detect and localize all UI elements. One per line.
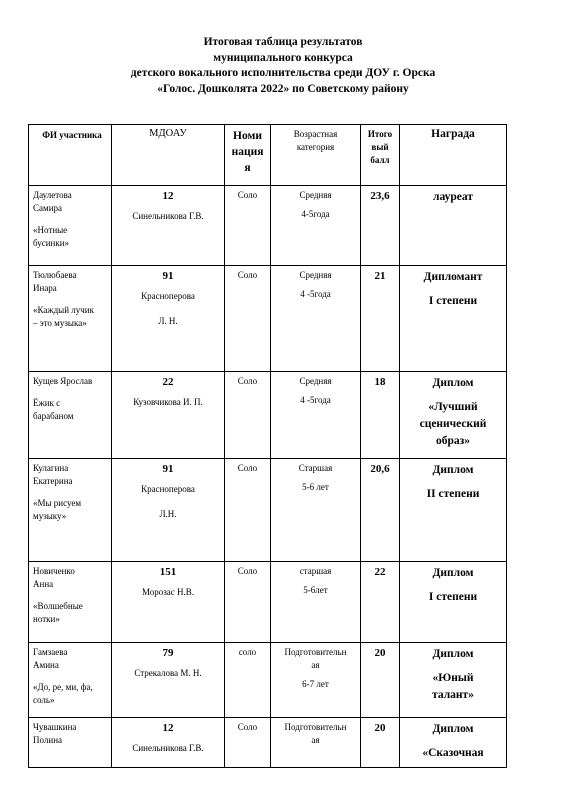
header-nomination-line-3: я — [244, 162, 251, 174]
age-cell — [271, 372, 361, 459]
participant-name-2: Анна — [33, 579, 54, 589]
participant-name: Чувашкина — [33, 722, 77, 732]
participant-cell — [29, 562, 112, 643]
age-category: Средняя — [299, 376, 332, 386]
song-title-2: – это музыка» — [33, 318, 87, 328]
age-range: 4 -5года — [300, 289, 331, 299]
age-range: 4-5года — [301, 209, 330, 219]
participant-cell — [29, 372, 112, 459]
song-title: «Волшебные — [33, 601, 83, 611]
award-cell — [400, 266, 507, 372]
participant-name-2: Екатерина — [33, 476, 73, 486]
award-line-2: «Сказочная — [422, 747, 484, 759]
nomination-value: Соло — [237, 376, 258, 386]
award-title: Диплом — [432, 567, 474, 579]
award-line-2: II степени — [426, 488, 480, 500]
school-cell — [112, 643, 225, 718]
header-nomination-line-1: Номи — [233, 130, 262, 142]
nomination-value: соло — [238, 647, 257, 657]
score-value: 21 — [374, 270, 386, 282]
participant-name: Кущев Ярослав — [33, 376, 93, 386]
participant-name: Кулагина — [33, 463, 69, 473]
table-row — [29, 266, 507, 372]
award-line-2: «Юный — [432, 672, 474, 684]
nomination-value: Соло — [237, 722, 258, 732]
teacher-name: Морозас Н.В. — [141, 587, 195, 597]
nomination-value: Соло — [237, 463, 258, 473]
participant-name: Даулетова — [33, 190, 72, 200]
participant-name: Новиченко — [33, 566, 75, 576]
score-cell — [361, 186, 400, 266]
nomination-cell — [225, 266, 271, 372]
participant-name-2: Амина — [33, 660, 59, 670]
participant-cell — [29, 718, 112, 768]
song-title-2: соль» — [33, 695, 55, 705]
header-nomination-label — [225, 125, 270, 176]
award-cell — [400, 372, 507, 459]
header-age — [271, 125, 361, 186]
age-category: старшая — [299, 566, 332, 576]
song-title: «До, ре, ми, фа, — [33, 682, 93, 692]
title-line-1: Итоговая таблица результатов — [203, 36, 363, 48]
school-number: 12 — [162, 722, 174, 734]
award-line-2: I степени — [428, 591, 478, 603]
score-cell — [361, 562, 400, 643]
header-nomination — [225, 125, 271, 186]
nomination-cell — [225, 459, 271, 562]
nomination-value: Соло — [237, 190, 258, 200]
school-cell — [112, 266, 225, 372]
award-title: Диплом — [432, 648, 474, 660]
age-range: 5-6 лет — [302, 482, 329, 492]
age-cell — [271, 186, 361, 266]
nomination-value: Соло — [237, 270, 258, 280]
table-row — [29, 372, 507, 459]
header-age-label — [271, 125, 360, 154]
nomination-cell — [225, 372, 271, 459]
award-line-3: талант» — [432, 689, 474, 701]
nomination-value: Соло — [237, 566, 258, 576]
age-range: 4 -5года — [300, 395, 331, 405]
header-age-line-1: Возрастная — [293, 129, 338, 139]
age-cell — [271, 643, 361, 718]
song-title-2: нотки» — [33, 614, 60, 624]
header-age-line-2: категория — [296, 142, 335, 152]
award-line-2: I степени — [428, 295, 478, 307]
school-number: 22 — [162, 376, 174, 388]
age-category-2: ая — [311, 735, 320, 745]
title-line-2: муниципального конкурса — [213, 51, 353, 64]
participant-name-2: Полина — [33, 735, 62, 745]
award-title: Диплом — [432, 464, 474, 476]
header-score — [361, 125, 400, 186]
participant-cell — [29, 643, 112, 718]
table-row — [29, 459, 507, 562]
song-title: «Каждый лучик — [33, 305, 94, 315]
score-value: 18 — [374, 376, 386, 388]
score-value: 22 — [374, 566, 386, 578]
title-line-4: «Голос. Дошколята 2022» по Советскому району — [157, 82, 409, 95]
school-cell — [112, 372, 225, 459]
score-value: 23,6 — [370, 190, 390, 202]
participant-name-2: Самира — [33, 203, 63, 213]
award-cell — [400, 643, 507, 718]
age-category: Подготовительн — [284, 722, 347, 732]
table-header-row — [29, 125, 507, 186]
score-value: 20,6 — [370, 463, 390, 475]
nomination-cell — [225, 562, 271, 643]
score-cell — [361, 718, 400, 768]
award-cell — [400, 718, 507, 768]
table-row — [29, 643, 507, 718]
nomination-cell — [225, 186, 271, 266]
school-cell — [112, 562, 225, 643]
award-cell — [400, 459, 507, 562]
score-value: 20 — [374, 722, 386, 734]
award-title: Диплом — [432, 723, 474, 735]
title-line-3: детского вокального исполнительства среди ДОУ г. Орска — [130, 67, 436, 79]
award-line-3: сценический — [419, 418, 487, 430]
award-cell — [400, 562, 507, 643]
award-title: Диплом — [432, 377, 474, 389]
participant-cell — [29, 266, 112, 372]
age-cell — [271, 562, 361, 643]
teacher-name-2: Л. Н. — [158, 316, 178, 326]
age-category: Средняя — [299, 270, 332, 280]
age-category-2: ая — [311, 660, 320, 670]
award-title: лауреат — [433, 191, 473, 203]
document-title — [0, 35, 566, 97]
table-row — [29, 562, 507, 643]
teacher-name: Кузовчикова И. П. — [133, 397, 203, 407]
age-cell — [271, 718, 361, 768]
award-line-2: «Лучший — [428, 401, 478, 413]
teacher-name: Синельникова Г.В. — [132, 743, 204, 753]
results-table — [28, 124, 507, 768]
school-number: 79 — [162, 647, 174, 659]
song-title-2: бусинки» — [33, 238, 70, 248]
school-number: 12 — [162, 190, 174, 202]
age-cell — [271, 266, 361, 372]
school-number: 91 — [162, 270, 174, 282]
participant-name: Тюлюбаева — [33, 270, 77, 280]
teacher-name: Красноперова — [141, 484, 195, 494]
header-name — [29, 125, 112, 186]
nomination-cell — [225, 718, 271, 768]
header-award — [400, 125, 507, 186]
participant-name: Гамзаева — [33, 647, 68, 657]
song-title: Ёжик с — [33, 398, 61, 408]
school-number: 91 — [162, 463, 174, 475]
header-name-label: ФИ участника — [42, 130, 102, 140]
award-cell — [400, 186, 507, 266]
school-cell — [112, 718, 225, 768]
age-cell — [271, 459, 361, 562]
age-category: Средняя — [299, 190, 332, 200]
school-cell — [112, 459, 225, 562]
teacher-name: Стрекалова М. Н. — [134, 668, 202, 678]
age-category: Подготовительн — [284, 647, 347, 657]
table-row — [29, 186, 507, 266]
teacher-name-2: Л.Н. — [159, 509, 177, 519]
school-cell — [112, 186, 225, 266]
score-cell — [361, 372, 400, 459]
song-title-2: барабаном — [33, 411, 74, 421]
header-score-label — [361, 125, 399, 167]
song-title: «Мы рисуем — [33, 498, 82, 508]
participant-cell — [29, 459, 112, 562]
school-number: 151 — [159, 566, 177, 578]
score-cell — [361, 266, 400, 372]
header-school — [112, 125, 225, 186]
header-nomination-line-2: нация — [231, 146, 264, 158]
teacher-name: Синельникова Г.В. — [132, 211, 204, 221]
header-score-line-3: балл — [370, 155, 390, 165]
age-range: 5-6лет — [303, 585, 328, 595]
header-award-label: Награда — [431, 128, 475, 140]
score-cell — [361, 459, 400, 562]
header-score-line-2: вый — [371, 142, 389, 152]
award-title: Дипломант — [423, 271, 483, 283]
header-score-line-1: Итого — [367, 129, 393, 139]
teacher-name: Красноперова — [141, 291, 195, 301]
age-range: 6-7 лет — [302, 679, 329, 689]
header-school-label: МДОАУ — [149, 128, 187, 139]
participant-cell — [29, 186, 112, 266]
participant-name-2: Инара — [33, 283, 57, 293]
nomination-cell — [225, 643, 271, 718]
song-title-2: музыку» — [33, 511, 67, 521]
table-row — [29, 718, 507, 768]
score-value: 20 — [374, 647, 386, 659]
song-title: «Нотные — [33, 225, 68, 235]
score-cell — [361, 643, 400, 718]
award-line-4: образ» — [435, 435, 471, 447]
age-category: Старшая — [298, 463, 333, 473]
